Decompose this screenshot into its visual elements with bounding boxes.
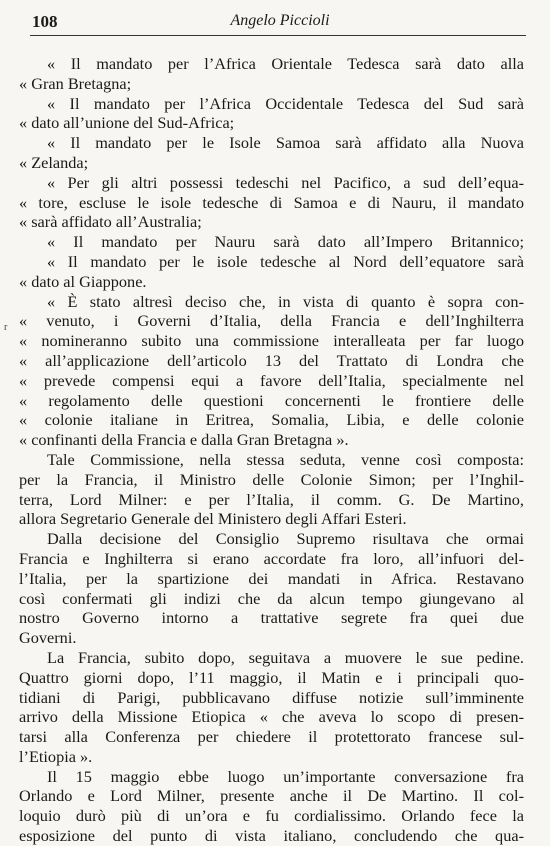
text-line: « nomineranno subito una commissione interalleata per far luogo xyxy=(19,331,524,351)
text-line: allora Segretario Generale del Ministero degli Affari Esteri. xyxy=(19,509,407,529)
text-line: per la Francia, il Ministro delle Colonie Simon; per l’Inghil- xyxy=(19,469,524,489)
text-line: loquio durò più di un’ora e fu cordialissimo. Orlando fece la xyxy=(19,806,524,826)
page-header xyxy=(32,8,528,34)
header-rule xyxy=(30,35,526,36)
text-line: « Gran Bretagna; xyxy=(19,73,132,93)
text-line: « È stato altresì deciso che, in vista di quanto è sopra con- xyxy=(47,291,524,311)
text-line: « Il mandato per le isole tedesche al Nord dell’equatore sarà xyxy=(47,251,524,271)
text-line: Orlando e Lord Milner, presente anche il De Martino. Il col- xyxy=(19,786,524,806)
text-line: Tale Commissione, nella stessa seduta, venne così composta: xyxy=(47,449,524,469)
page-number: 108 xyxy=(32,12,58,31)
text-line: Il 15 maggio ebbe luogo un’importante conversazione fra xyxy=(47,766,524,786)
text-line: « Il mandato per le Isole Samoa sarà affidato alla Nuova xyxy=(47,133,524,153)
text-line: « dato al Giappone. xyxy=(19,271,147,291)
text-line: « Il mandato per Nauru sarà dato all’Impero Britannico; xyxy=(47,232,524,252)
text-line: « prevede compensi equi a favore dell’Italia, specialmente nel xyxy=(19,370,524,390)
text-line: nostro Governo intorno a trattative segrete fra quei due xyxy=(19,608,524,628)
text-line: Quattro giorni dopo, l’11 maggio, il Matin e i principali quo- xyxy=(19,667,524,687)
text-line: « regolamento delle questioni concernenti le frontiere delle xyxy=(19,390,524,410)
margin-mark: r xyxy=(4,322,8,333)
text-line: « Il mandato per l’Africa Orientale Tedesca sarà dato alla xyxy=(47,54,524,73)
text-line: « dato all’unione del Sud-Africa; xyxy=(19,113,235,133)
text-line: « confinanti della Francia e dalla Gran Bretagna ». xyxy=(19,430,349,450)
text-line: « colonie italiane in Eritrea, Somalia, Libia, e delle colonie xyxy=(19,410,524,430)
text-line: arrivo della Missione Etiopica « che aveva lo scopo di presen- xyxy=(19,707,524,727)
text-line: l’Italia, per la spartizione dei mandati in Africa. Restavano xyxy=(19,568,524,588)
text-line: terra, Lord Milner: e per l’Italia, il comm. G. De Martino, xyxy=(19,489,524,509)
text-line: tidiani di Parigi, pubblicavano diffuse notizie sull’imminente xyxy=(19,687,524,707)
text-line: Francia e Inghilterra si erano accordate fra loro, all’infuori del- xyxy=(19,548,524,568)
running-head: Angelo Piccioli xyxy=(230,12,330,29)
text-line: « Per gli altri possessi tedeschi nel Pacifico, a sud dell’equa- xyxy=(47,172,524,192)
text-line: « all’applicazione dell’articolo 13 del Trattato di Londra che xyxy=(19,350,524,370)
text-line: « sarà affidato all’Australia; xyxy=(19,212,202,232)
text-line: « Il mandato per l’Africa Occidentale Tedesca del Sud sarà xyxy=(47,93,524,113)
text-line: esposizione del punto di vista italiano, concludendo che qua- xyxy=(19,826,524,846)
text-line: La Francia, subito dopo, seguitava a muovere le sue pedine. xyxy=(47,647,524,667)
text-line: « venuto, i Governi d’Italia, della Francia e dell’Inghilterra xyxy=(19,311,524,331)
text-line: così confermati gli indizi che da alcun tempo giungevano al xyxy=(19,588,524,608)
text-line: Dalla decisione del Consiglio Supremo risultava che ormai xyxy=(47,529,524,549)
text-line: Governi. xyxy=(19,628,77,648)
text-line: « tore, escluse le isole tedesche di Samoa e di Nauru, il mandato xyxy=(19,192,524,212)
text-line: « Zelanda; xyxy=(19,152,89,172)
text-line: tarsi alla Conferenza per chiedere il protettorato francese sul- xyxy=(19,727,524,747)
body-text xyxy=(19,54,524,846)
text-line: l’Etiopia ». xyxy=(19,746,93,766)
